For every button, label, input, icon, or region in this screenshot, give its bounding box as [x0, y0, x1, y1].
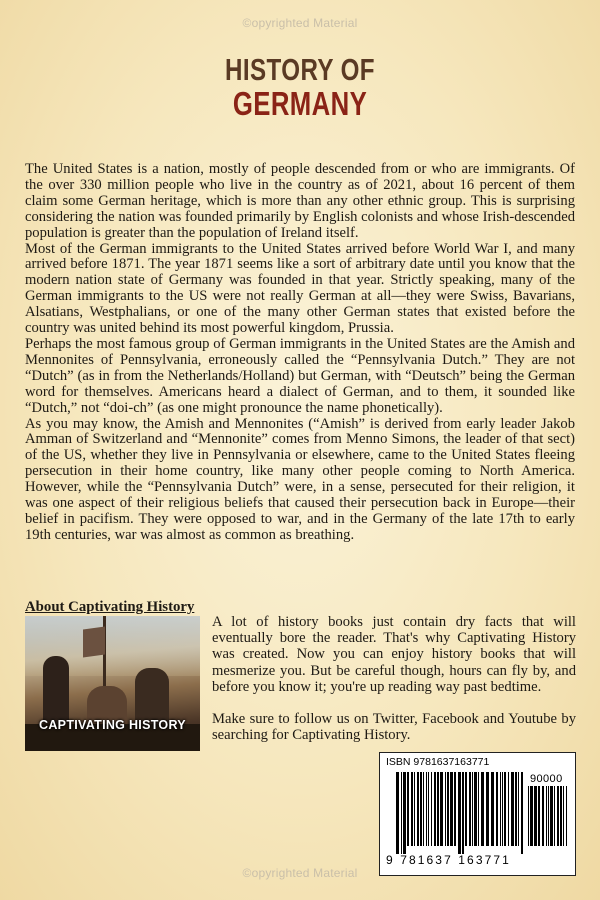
- barcode-bar: [504, 772, 506, 846]
- publisher-painting-image: [25, 616, 200, 751]
- barcode-bar: [478, 772, 479, 846]
- barcode-bar: [502, 772, 503, 846]
- barcode-bar: [521, 772, 523, 854]
- addon-barcode-bars: [528, 786, 568, 854]
- barcode-bar: [426, 772, 427, 846]
- barcode-bar: [554, 786, 555, 846]
- price-code: 90000: [530, 773, 563, 785]
- blurb-paragraph-1: The United States is a nation, mostly of people descended from or who are immigrants. Of the over 330 million people who live in the country as of 2021, about 16 percent of them claim some German heritage, which is more than any other ethnic group. This is surprising considering the nation was founded primarily by English colonists and whose Irish-descended population is greater than the population of Ireland itself.: [25, 161, 575, 241]
- barcode-bar: [447, 772, 449, 846]
- barcode-bar: [548, 786, 549, 846]
- barcode-bar: [465, 772, 467, 846]
- barcode-bar: [472, 772, 473, 846]
- barcode-bar: [434, 772, 436, 846]
- barcode-bar: [403, 772, 406, 854]
- barcode-bar: [481, 772, 484, 846]
- barcode-bar: [542, 786, 544, 846]
- about-paragraph-1: A lot of history books just contain dry facts that will eventually bore the reader. That's why Captivating History was created. Now you can enjoy history books that will mesmerize you. But be careful though, hours can fly by, and before you know it; you're up reading way past bedtime.: [212, 614, 576, 695]
- copyright-watermark-top: ©opyrighted Material: [242, 16, 358, 30]
- barcode-bar: [445, 772, 446, 846]
- barcode-bar: [560, 786, 562, 846]
- painting-figure: [43, 656, 69, 726]
- barcode-bar: [511, 772, 514, 846]
- isbn-digits: 9 781637 163771: [386, 853, 511, 867]
- barcode-bar: [528, 786, 529, 846]
- barcode-bar: [431, 772, 432, 846]
- barcode-bar: [557, 786, 559, 846]
- barcode-bar: [420, 772, 422, 846]
- about-publisher-heading: About Captivating History: [25, 599, 195, 615]
- copyright-watermark-bottom: ©opyrighted Material: [242, 866, 358, 880]
- blurb-paragraph-4: As you may know, the Amish and Mennonites (“Amish” is derived from early leader Jakob Amman of Switzerland and “Mennonite” comes from Menno Simons, the leader of that sect) of the US, whether they live in Pennsylvania or elsewhere, came to the United States fleeing persecution in their home country, like many other people coming to North America. However, while the “Pennsylvania Dutch” were, in a sense, persecuted for their religion, it was one aspect of their religious beliefs that caused their persecution back in Europe—their belief in pacifism. They were opposed to war, and in the Germany of the late 17th to early 19th centuries, war was almost as common as breathing.: [25, 415, 575, 543]
- barcode-bar: [538, 786, 540, 846]
- blurb-paragraph-2: Most of the German immigrants to the United States arrived before World War I, and many arrived before 1871. The year 1871 seems like a sort of arbitrary date until you know that the modern nation state of Germany was founded in that year. Strictly speaking, many of the German immigrants to the US were not really German at all—they were Swiss, Bavarians, Alsatians, Westphalians, or one of the many other German states that existed before the country was united behind its most powerful kingdom, Prussia.: [25, 240, 575, 337]
- about-paragraph-2: Make sure to follow us on Twitter, Facebook and Youtube by searching for Captivating History.: [212, 711, 576, 744]
- publisher-logo-text: CAPTIVATING HISTORY: [39, 718, 186, 732]
- book-title-line-1: HISTORY OF: [225, 52, 375, 87]
- barcode-bar: [411, 772, 413, 846]
- barcode-bar: [546, 786, 547, 846]
- barcode-bar: [440, 772, 443, 846]
- barcode-bar: [496, 772, 498, 846]
- barcode-bar: [407, 772, 409, 846]
- barcode-bar: [417, 772, 419, 846]
- barcode-bar: [566, 786, 567, 846]
- isbn-label: ISBN 9781637163771: [386, 756, 490, 768]
- barcode-bar: [530, 786, 533, 846]
- barcode-bar: [486, 772, 489, 846]
- barcode-bar: [450, 772, 453, 846]
- back-cover-blurb: [25, 162, 575, 544]
- barcode-bar: [474, 772, 477, 846]
- barcode-bar: [414, 772, 415, 846]
- barcode-bar: [469, 772, 471, 846]
- barcode-bar: [396, 772, 399, 854]
- book-title-line-2: GERMANY: [232, 85, 368, 122]
- barcode-bar: [401, 772, 402, 854]
- barcode-bar: [437, 772, 439, 846]
- barcode-bar: [518, 772, 519, 846]
- barcode-bar: [508, 772, 509, 846]
- barcode-bar: [458, 772, 461, 854]
- blurb-paragraph-3: Perhaps the most famous group of German immigrants in the United States are the Amish and Mennonites of Pennsylvania, erroneously called the “Pennsylvania Dutch.” They are not “Dutch” (as in from the Netherlands/Holland) but German, with “Deutsch” being the German word for themselves. Americans heard a dialect of German, and to them, it sounded like “Dutch,” not “doi-ch” (as one might pronounce the name phonetically).: [25, 335, 575, 416]
- about-publisher-text: [212, 614, 576, 759]
- barcode-bar: [454, 772, 456, 846]
- barcode-bar: [462, 772, 464, 854]
- painting-flag: [83, 626, 105, 657]
- ean-barcode-bars: [396, 772, 524, 854]
- barcode-bar: [534, 786, 537, 846]
- barcode-bar: [500, 772, 501, 846]
- barcode-bar: [428, 772, 429, 846]
- barcode-bar: [491, 772, 494, 846]
- barcode-bar: [423, 772, 424, 846]
- isbn-barcode-box: [379, 752, 576, 876]
- barcode-bar: [515, 772, 517, 846]
- barcode-bar: [563, 786, 564, 846]
- barcode-bar: [550, 786, 553, 846]
